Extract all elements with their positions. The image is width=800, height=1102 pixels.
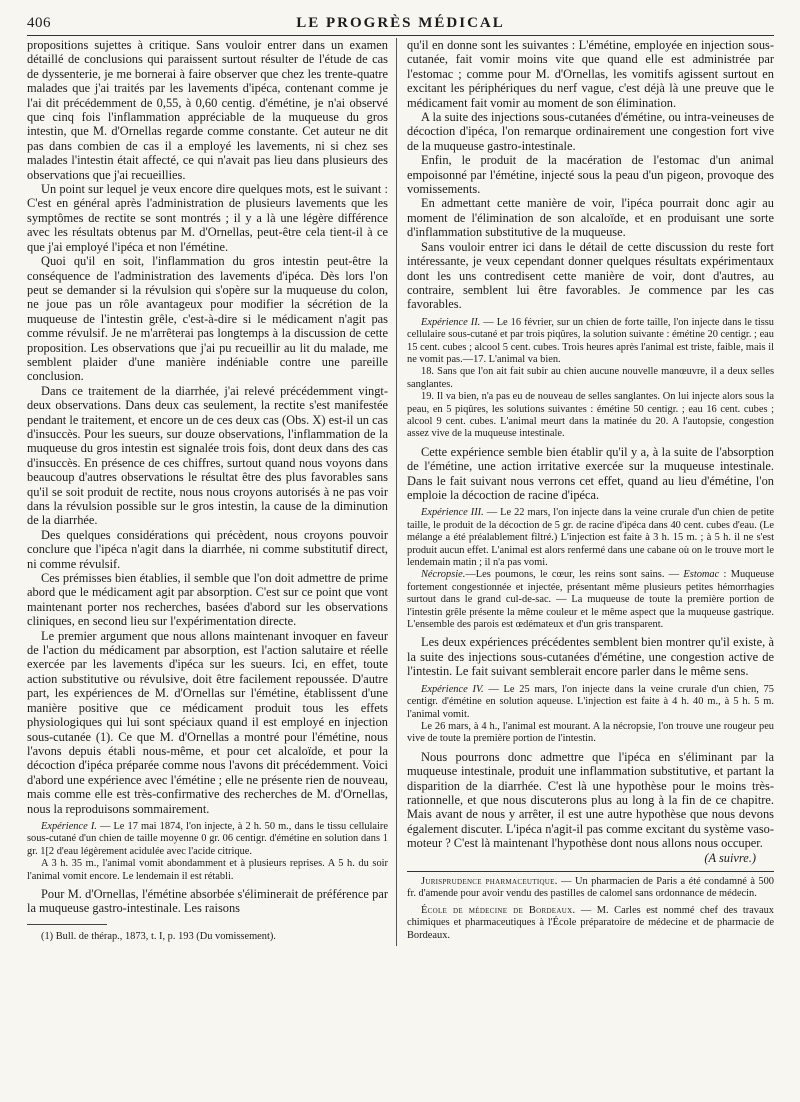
experiment-text: — Le 25 mars, l'on injecte dans la veine crurale d'un chien, 75 centigr. d'émétine en solution aqueuse. L'injection est faite à 4 h. 40 m., à 5 h. 5 m. l'animal vomit. bbox=[407, 683, 774, 720]
experiment-text: — Le 17 mai 1874, l'on injecte, à 2 h. 50 m., dans le tissu cellulaire sous-cutané d'un chien de taille moyenne 0 gr. 06 centigr. d'émétine en solution dans 1 gr. 1[2 d'eau légèrement acidulée avec l'acide citrique. bbox=[27, 820, 388, 857]
footnote: (1) Bull. de thérap., 1873, t. I, p. 193 (Du vomissement). bbox=[41, 930, 276, 942]
footnote-rule bbox=[27, 924, 107, 925]
experiment-paragraph: 18. Sans que l'on ait fait subir au chien aucune nouvelle manœuvre, il a deux selles sanglantes. bbox=[407, 366, 774, 390]
page-number: 406 bbox=[27, 15, 51, 31]
left-column bbox=[27, 38, 397, 946]
paragraph: propositions sujettes à critique. Sans vouloir entrer dans un examen détaillé de conclusions qui paraissent surtout résulter de l'étude de cas de dyssenterie, je me bornerai à faire observer que chez les trente-quatre malades que j'ai traités par les lavements d'ipéca, contenant comme je l'ai dit précédemment de 0,55, à 0,60 centig. d'émétine, je n'ai observé que cinq fois l'inflammation appréciable de la muqueuse du gros intestin, que M. d'Ornellas regarde comme constante. Cet auteur ne dit pas dans combien de cas il a employé les lavements, ni si chez ses malades l'intestin était affecté, ce qui n'avait pas lieu dans plusieurs des observations que j'ai recueillies. bbox=[27, 38, 388, 182]
experiment-paragraph: A 3 h. 35 m., l'animal vomit abondamment et à plusieurs reprises. A 5 h. du soir l'animal vomit encore. Le lendemain il est rétabli. bbox=[27, 858, 388, 882]
experiment-paragraph: 19. Il va bien, n'a pas eu de nouveau de selles sanglantes. On lui injecte alors sous la peau, en 5 piqûres, les solutions suivantes : émétine 50 centigr. ; eau 16 cent. cubes ; alcool 9 cent. cubes. L'animal meurt dans la matinée du 20. A l'autopsie, congestion assez vive de la muqueuse intestinale. bbox=[407, 391, 774, 440]
paragraph: A la suite des injections sous-cutanées d'émétine, ou intra-veineuses de décoction d'ipéca, l'on remarque ordinairement une congestion fort vive de la muqueuse gastro-intestinale. bbox=[407, 110, 774, 153]
stomach-text: : Muqueuse fortement congestionnée et injectée, présentant même plusieurs petites hémorrhagies surtout dans le grand cul-de-sac. — La muqueuse de toute la première portion de l'intestin grêle présente la même couleur et le même aspect que la muqueuse gastrique. L'ensemble des parois est œdémateux et d'un gris transparent. bbox=[407, 569, 774, 631]
news-text: — Un pharmacien de Paris a été condamné à 500 fr. d'amende pour avoir vendu des pastilles de calomel sans ordonnance de médecin. bbox=[407, 875, 775, 900]
experiment-paragraph: Le 26 mars, à 4 h., l'animal est mourant. A la nécropsie, l'on trouve une rougeur peu vive de toute la première portion de l'intestin. bbox=[407, 720, 774, 745]
paragraph: Des quelques considérations qui précèdent, nous croyons pouvoir conclure que l'ipéca n'agit dans la diarrhée, ni comme substitutif direct, ni comme révulsif. bbox=[27, 527, 388, 571]
paragraph: En admettant cette manière de voir, l'ipéca pourrait donc agir au moment de l'élimination de son alcaloïde, et en produisant une sorte d'inflammation substitutive de la muqueuse. bbox=[407, 196, 774, 240]
right-column bbox=[397, 38, 774, 946]
experiment-paragraph bbox=[407, 569, 774, 631]
experiment-2 bbox=[407, 317, 774, 441]
journal-title: LE PROGRÈS MÉDICAL bbox=[296, 15, 505, 31]
experiment-3 bbox=[407, 507, 774, 631]
experiment-label: Expérience III. bbox=[421, 507, 484, 519]
paragraph: Nous pourrons donc admettre que l'ipéca en s'éliminant par la muqueuse intestinale, produit une inflammation substitutive, et partant la disparition de la diarrhée. C'est là une hypothèse pour le moins très-rationnelle, et que nous discuterons plus au long à la fin de ce chapitre. Mais avant de nous y arrêter, il est une autre hypothèse que nous devons également discuter. L'ipéca n'agit-il pas comme excitant du système vaso-moteur ? C'est là maintenant l'hypothèse dont nous allons nous occuper. bbox=[407, 749, 774, 851]
experiment-label: Expérience I. bbox=[41, 820, 97, 832]
news-item bbox=[407, 905, 774, 942]
experiment-paragraph bbox=[407, 507, 774, 569]
experiment-4 bbox=[407, 684, 774, 746]
section-divider bbox=[407, 871, 774, 872]
news-section bbox=[407, 876, 774, 942]
news-label: École de médecine de Bordeaux. bbox=[421, 904, 576, 916]
paragraph: Quoi qu'il en soit, l'inflammation du gros intestin peut-être la conséquence de l'administration des lavements d'ipéca. Dès lors l'on peut se demander si la révulsion qui s'opère sur la muqueuse du colon, ne joue pas un rôle avantageux pour modifier la sécrétion de la muqueuse de l'intestin grêle, c'est-à-dire si le médicament n'agit pas comme révulsif. Je ne m'arrêterai pas longtemps à la discussion de cette proposition. Les observations que j'ai pu recueillir au lit du malade, me semblent plaider d'une manière indéniable contre une pareille conclusion. bbox=[27, 254, 388, 384]
paragraph: Ces prémisses bien établies, il semble que l'on doit admettre de prime abord que le médicament agit par absorption. C'est sur ce point que vont maintenant porter nos recherches, basées d'abord sur les observations cliniques, en second lieu sur l'expérimentation directe. bbox=[27, 571, 388, 629]
experiment-paragraph bbox=[407, 684, 774, 721]
news-item bbox=[407, 876, 774, 901]
paragraph: Cette expérience semble bien établir qu'il y a, à la suite de l'absorption de l'émétine, une action irritative exercée sur la muqueuse intestinale. Dans le fait suivant nous verrons cet effet, quand au lieu d'émétine, l'on emploie la décoction de racine d'ipéca. bbox=[407, 444, 774, 502]
experiment-paragraph bbox=[27, 821, 388, 858]
two-column-body bbox=[27, 38, 774, 946]
stomach-label: Estomac bbox=[683, 569, 720, 581]
paragraph: Enfin, le produit de la macération de l'estomac d'un animal empoisonné par l'émétine, injecté sous la peau d'un pigeon, provoque des vomissements. bbox=[407, 153, 774, 197]
experiment-1 bbox=[27, 821, 388, 883]
news-label: Jurisprudence pharmaceutique. bbox=[421, 875, 558, 887]
experiment-label: Expérience IV. bbox=[421, 683, 484, 695]
running-header bbox=[27, 10, 774, 36]
necropsy-label: Nécropsie. bbox=[421, 569, 466, 581]
necropsy-text: —Les poumons, le cœur, les reins sont sains. — bbox=[465, 569, 684, 581]
news-text: — M. Carles est nommé chef des travaux chimiques et pharmaceutiques à l'École préparatoire de médecine et de pharmacie de Bordeaux. bbox=[407, 904, 774, 941]
experiment-text: — Le 22 mars, l'on injecte dans la veine crurale d'un chien de petite taille, le produit de la décoction de 5 gr. de racine d'ipéca dans 40 cent. cubes d'eau. (Le mélange a été préalablement filtré.) L'injection est faite à 3 h. 15 m. ; à 5 h. il ne s'est produit aucun effet. L'animal est alors renfermé dans une cabane où on le trouve mort le lendemain matin ; il n'a pas vomi. bbox=[407, 507, 774, 569]
paragraph: Sans vouloir entrer ici dans le détail de cette discussion du reste fort intéressante, je veux cependant donner quelques résultats expérimentaux dont les uns contredisent cette manière de voir, dont d'autres, au contraire, semblent lui être favorables. Je commence par les cas favorables. bbox=[407, 239, 774, 312]
paragraph: Les deux expériences précédentes semblent bien montrer qu'il existe, à la suite des injections sous-cutanées d'émétine, une congestion active de l'intestin. Le fait suivant semblerait encore parler dans le même sens. bbox=[407, 635, 774, 679]
paragraph: qu'il en donne sont les suivantes : L'émétine, employée en injection sous-cutanée, fait vomir moins vite que quand elle est administrée par l'estomac ; comme pour M. d'Ornellas, les vomitifs agissent surtout en excitant les périphériques du nerf vague, c'est déjà là une preuve que le médicament fait vomir au moment de son élimination. bbox=[407, 38, 774, 110]
to-be-continued: (A suivre.) bbox=[704, 850, 756, 865]
experiment-label: Expérience II. bbox=[421, 316, 481, 328]
experiment-text: — Le 16 février, sur un chien de forte taille, l'on injecte dans le tissu cellulaire sous-cutané et par trois piqûres, la solution suivante : émétine 20 centigr. ; eau 15 cent. cubes ; alcool 5 cent. cubes. Trois heures après l'animal est triste, faible, mais il ne vomit pas.—17. L'animal va bien. bbox=[407, 316, 774, 365]
paragraph: Pour M. d'Ornellas, l'émétine absorbée s'éliminerait de préférence par la muqueuse gastro-intestinale. Les raisons bbox=[27, 886, 388, 916]
paragraph: Dans ce traitement de la diarrhée, j'ai relevé précédemment vingt-deux observations. Dans deux cas seulement, la rectite s'est manifestée pendant le traitement, et encore un de ces deux cas (Obs. X) est-il un cas d'insuccès. Pour les sueurs, sur douze observations, l'inflammation de la muqueuse du gros intestin est signalée trois fois, dont deux dans des cas d'insuccès. En présence de ces chiffres, surtout quand nous voyons dans beaucoup d'autres observations le résultat être des plus favorables sans qu'il se soit produit de rectite, nous nous croyons autorisés à ne pas voir dans la révulsion possible sur le gros intestin, la cause de la diminution de la diarrhée. bbox=[27, 383, 388, 528]
paragraph: Un point sur lequel je veux encore dire quelques mots, est le suivant : C'est en général après l'administration de plusieurs lavements que les symptômes de rectite se sont montrés ; il y a là une légère différence avec les résultats obtenus par M. d'Ornellas, peut-être cela tient-il à ce que j'ai employé l'ipéca et non l'émétine. bbox=[27, 182, 388, 254]
paragraph: Le premier argument que nous allons maintenant invoquer en faveur de l'action du médicament par absorption, est l'action salutaire et réelle exercée par les lavements d'ipéca sur les sueurs. Ici, en effet, toute action substitutive ou révulsive, doit être facilement repoussée. D'autre part, les expériences de M. d'Ornellas sur l'émétine, établissent d'une manière positive que ce médicament produit tous les effets physiologiques qui lui sont spéciaux quand il est employé en injection sous-cutanée (1). Ce que M. d'Ornellas a montré pour l'émétine, nous l'avons depuis établi nous-même, et pour cet alcaloïde, et pour la décoction d'ipéca préparée comme nous l'avons dit précédemment. Voici d'abord une expérience avec l'émétine ; elle ne présente rien de nouveau, mais comme elle est très-confirmative des recherches de M. d'Ornellas, nous la reproduisons sommairement. bbox=[27, 628, 388, 816]
experiment-paragraph bbox=[407, 317, 774, 367]
